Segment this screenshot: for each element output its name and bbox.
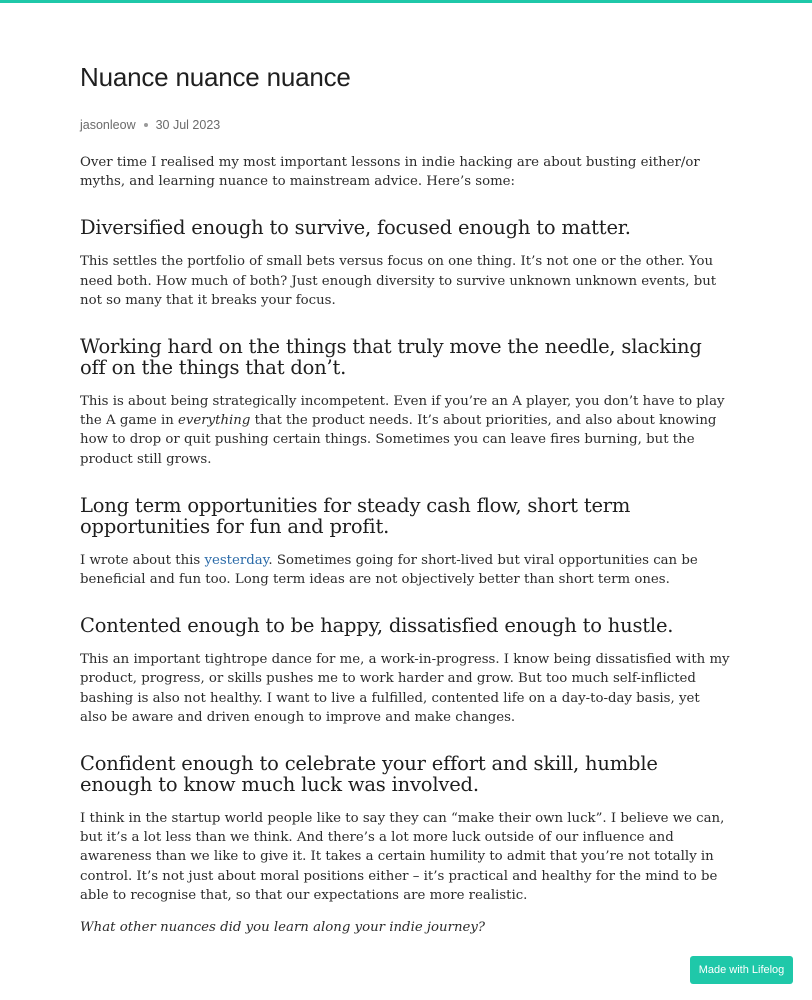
post-meta [80, 116, 730, 134]
body-text: I wrote about this [80, 552, 205, 568]
body-text: . Sometimes going for short-lived but viral opportunities can be beneficial and fun too. Long term ideas are not objectively better than short term ones. [80, 552, 698, 588]
top-accent-bar [0, 0, 812, 3]
article [80, 58, 730, 937]
section-heading: Confident enough to celebrate your effort and skill, humble enough to know much luck was involved. [80, 752, 658, 797]
section-confident [80, 753, 730, 905]
body-text: that the product needs. It’s about priorities, and also about knowing how to drop or quit pushing certain things. Sometimes you can leave fires burning, but the product still grows. [80, 413, 717, 467]
post-date: 30 Jul 2023 [155, 118, 221, 132]
section-working-hard [80, 336, 730, 469]
emphasis-text: everything [178, 413, 251, 429]
section-heading: Long term opportunities for steady cash flow, short term opportunities for fun and profit. [80, 493, 631, 538]
made-with-lifelog-button[interactable]: Made with Lifelog [690, 956, 793, 984]
section-body: This settles the portfolio of small bets versus focus on one thing. It’s not one or the other. You need both. How much of both? Just enough diversity to survive unknown unknown events, but not so many that it breaks your focus. [80, 254, 717, 308]
section-body: This an important tightrope dance for me, a work-in-progress. I know being dissatisfied with my product, progress, or skills pushes me to work harder and grow. But too much self-inflicted bashing is also not healthy. I want to live a fulfilled, contented life on a day-to-day basis, yet also be aware and driven enough to improve and make changes. [80, 652, 730, 725]
intro-paragraph: Over time I realised my most important lessons in indie hacking are about busting either/or myths, and learning nuance to mainstream advice. Here’s some: [80, 155, 700, 190]
body-text: This is about being strategically incompetent. Even if you’re an A player, you don’t have to play the A game in [80, 394, 725, 429]
section-body: I think in the startup world people like to say they can “make their own luck”. I believe we can, but it’s a lot less than we think. And there’s a lot more luck outside of our influence and awareness than we like to give it. It takes a certain humility to admit that you’re not totally in control. It’s not just about moral positions either – it’s practical and healthy for the mind to be able to recognise that, so that our expectations are more realistic. [80, 811, 725, 903]
section-heading: Diversified enough to survive, focused enough to matter. [80, 216, 631, 240]
author-link[interactable]: jasonleow [80, 118, 136, 132]
section-heading: Working hard on the things that truly move the needle, slacking off on the things that don’t. [80, 335, 702, 380]
section-long-term [80, 495, 730, 589]
section-body [80, 551, 730, 589]
yesterday-link[interactable]: yesterday [204, 552, 269, 568]
closing-question: What other nuances did you learn along your indie journey? [80, 920, 486, 936]
section-contented [80, 615, 730, 727]
section-diversified [80, 217, 730, 310]
separator-dot-icon [144, 123, 148, 127]
section-body [80, 392, 730, 469]
page-title: Nuance nuance nuance [80, 62, 351, 92]
section-heading: Contented enough to be happy, dissatisfied enough to hustle. [80, 614, 674, 638]
